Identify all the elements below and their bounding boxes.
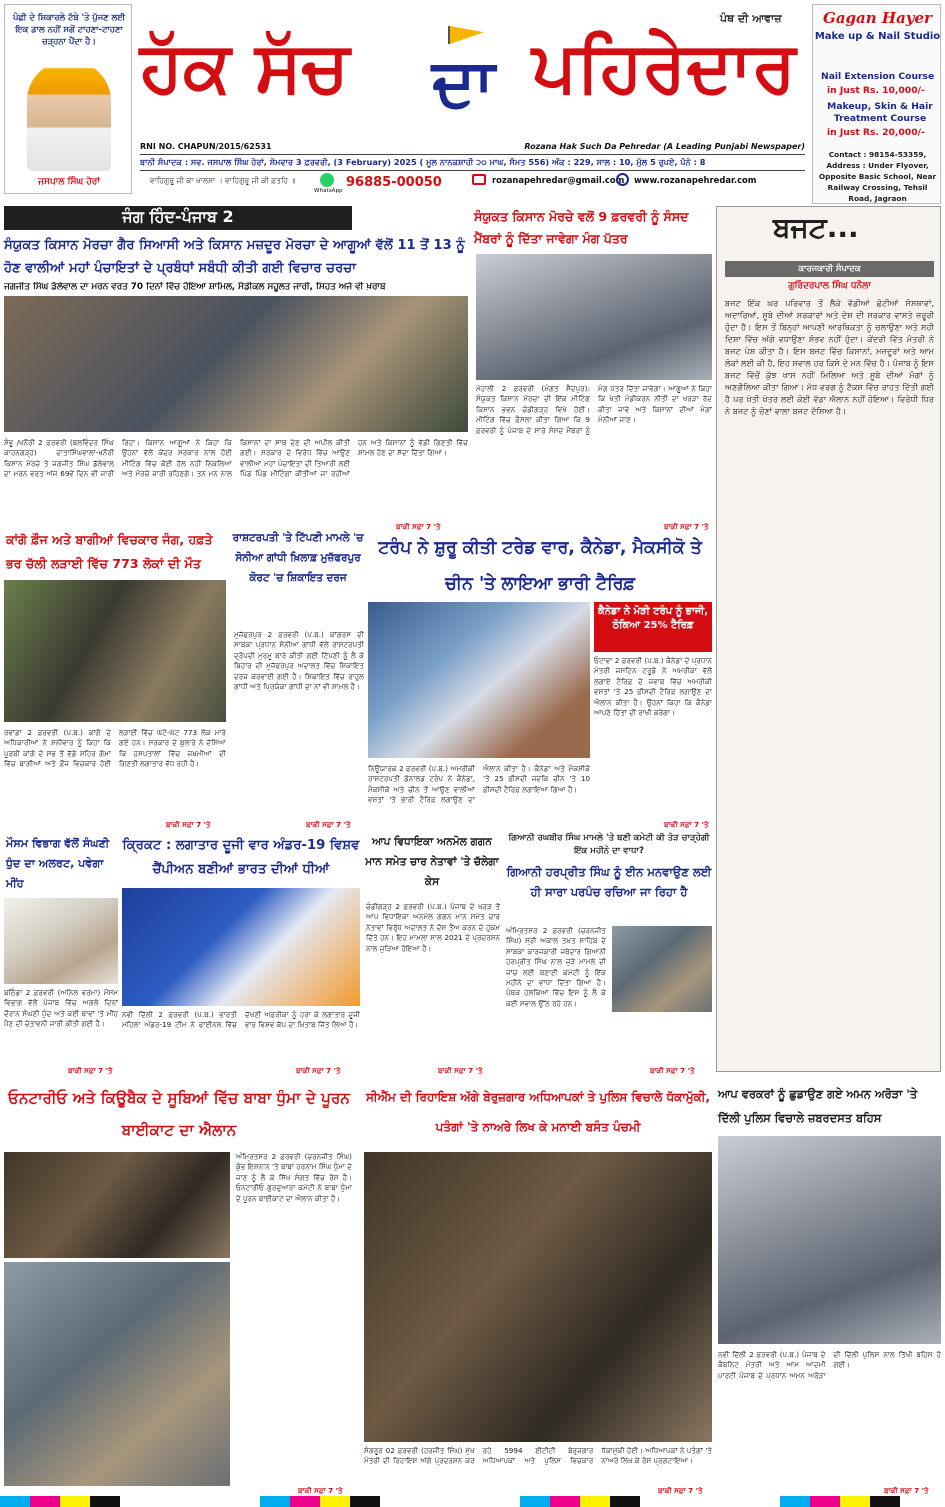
greeting-line: ਵਾਹਿਗੁਰੂ ਜੀ ਕਾ ਖਾਲਸਾ । ਵਾਹਿਗੁਰੂ ਜੀ ਕੀ ਫ਼ਤਹਿ ॥ — [150, 176, 296, 185]
phone-number[interactable]: 96885-00050 — [346, 175, 442, 190]
issue-line: ਬਾਨੀ ਸੰਪਾਦਕ : ਸਵ. ਜਸਪਾਲ ਸਿੰਘ ਹੇਰਾਂ, ਸੋਮਵਾਰ 3 ਫ਼ਰਵਰੀ, (3 February) 2025 ( ਮੂਲ ਨਾਨਕਸ਼ਾਹੀ ੨੦ ਮਾਘ, ਸੰਮਤ 556) ਅੰਕ : 229, ਸਾਲ : 10, ਮੁੱਲ 5 ਰੁਪਏ, ਪੰਨੇ : 8 — [140, 157, 706, 167]
story12-body: ਨਵੀਂ ਦਿੱਲੀ 2 ਫ਼ਰਵਰੀ (ਪ.ਬ.) ਪੰਜਾਬ ਦੇ ਕੈਬਨਿਟ ਮੰਤਰੀ ਅਤੇ ਆਮ ਆਦਮੀ ਪਾਰਟੀ ਪੰਜਾਬ ਦੇ ਪ੍ਰਧਾਨ ਅਮਨ ਅਰੋੜਾ ਦੀ ਦਿੱਲੀ ਪੁਲਿਸ ਨਾਲ ਤਿੱਖੀ ਬਹਿਸ ਹੋ ਗਈ। — [718, 1350, 941, 1380]
tagline: ਪੰਥ ਦੀ ਆਵਾਜ਼ — [720, 12, 782, 25]
story1-photo — [4, 296, 468, 432]
whatsapp-label: WhatsApp — [314, 188, 343, 194]
editorial-column — [716, 206, 941, 1072]
story9-headline: ਗਿਆਨੀ ਹਰਪ੍ਰੀਤ ਸਿੰਘ ਨੂੰ ਈਨ ਮਨਵਾਉਣ ਲਈ ਹੀ ਸਾਰਾ ਪਰਪੰਚ ਰਚਿਆ ਜਾ ਰਿਹਾ ਹੈ — [506, 865, 712, 899]
story12-photo — [718, 1136, 941, 1344]
advert-course2: Makeup, Skin & Hair Treatment Course — [827, 101, 933, 124]
rni-number: RNI NO. CHAPUN/2015/62531 — [140, 142, 272, 151]
story6-body: ਬਠਿੰਡਾ 2 ਫ਼ਰਵਰੀ (ਅਨਿਲ ਵਰਮਾ) ਮੌਸਮ ਵਿਭਾਗ ਵੱਲੋਂ ਪੰਜਾਬ ਵਿੱਚ ਅਗਲੇ ਦਿਨਾਂ ਦੌਰਾਨ ਸੰਘਣੀ ਧੁੰਦ ਅਤੇ ਕਈ ਥਾਵਾਂ 'ਤੇ ਮੀਂਹ ਪੈਣ ਦੀ ਚੇਤਾਵਨੀ ਜਾਰੀ ਕੀਤੀ ਗਈ ਹੈ। — [4, 988, 118, 1029]
story6-photo — [4, 898, 118, 984]
story5-headline: ਟਰੰਪ ਨੇ ਸ਼ੁਰੂ ਕੀਤੀ ਟਰੇਡ ਵਾਰ, ਕੈਨੇਡਾ, ਮੈਕਸੀਕੋ ਤੇ ਚੀਨ 'ਤੇ ਲਾਇਆ ਭਾਰੀ ਟੈਰਿਫ਼ — [378, 538, 702, 594]
story4-headline: ਰਾਸ਼ਟਰਪਤੀ 'ਤੇ ਟਿੱਪਣੀ ਮਾਮਲੇ 'ਚ ਸੋਨੀਆ ਗਾਂਧੀ ਖ਼ਿਲਾਫ਼ ਮੁਜ਼ੱਫਰਪੁਰ ਕੋਰਟ 'ਚ ਸ਼ਿਕਾਇਤ ਦਰਜ — [232, 532, 364, 584]
story7-photo — [122, 888, 360, 1006]
story8-headline: ਆਪ ਵਿਧਾਇਕਾ ਅਨਮੋਲ ਗਗਨ ਮਾਨ ਸਮੇਤ ਚਾਰ ਨੇਤਾਵਾਂ 'ਤੇ ਚੱਲੇਗਾ ਕੇਸ — [365, 836, 499, 888]
story8-body: ਚੰਡੀਗੜ੍ਹ 2 ਫ਼ਰਵਰੀ (ਪ.ਬ.) ਪੰਜਾਬ ਦੇ ਖਰੜ ਤੋਂ ਆਪ ਵਿਧਾਇਕਾ ਅਨਮੋਲ ਗਗਨ ਮਾਨ ਸਮੇਤ ਚਾਰ ਨੇਤਾਵਾਂ ਵਿਰੁੱਧ ਅਦਾਲਤ ਨੇ ਦੋਸ਼ ਤੈਅ ਕਰਨ ਦੇ ਹੁਕਮ ਦਿੱਤੇ ਹਨ। ਇਹ ਮਾਮਲਾ ਸਾਲ 2021 ਦੇ ਪ੍ਰਦਰਸ਼ਨ ਨਾਲ ਜੁੜਿਆ ਹੋਇਆ ਹੈ। — [366, 902, 500, 953]
story1-headline: ਸੰਯੁਕਤ ਕਿਸਾਨ ਮੋਰਚਾ ਗੈਰ ਸਿਆਸੀ ਅਤੇ ਕਿਸਾਨ ਮਜ਼ਦੂਰ ਮੋਰਚਾ ਦੇ ਆਗੂਆਂ ਵੱਲੋਂ 11 ਤੋਂ 13 ਨੂੰ ਹੋਣ ਵਾਲੀਆਂ ਮਹਾਂ ਪੰਚਾਇਤਾਂ ਦੇ ਪ੍ਰਬੰਧਾਂ ਸਬੰਧੀ ਕੀਤੀ ਗਈ ਵਿਚਾਰ ਚਰਚਾ — [4, 238, 465, 276]
gmail-icon — [472, 174, 486, 185]
story11-photo — [364, 1152, 712, 1442]
story3-more[interactable]: ਬਾਕੀ ਸਫ਼ਾ 7 'ਤੇ — [166, 820, 211, 829]
story10-photo-top — [4, 1152, 230, 1258]
masthead-quote-box — [4, 4, 132, 194]
title-part2: ਦਾ — [432, 44, 495, 121]
story11-body: ਸੰਗਰੂਰ 02 ਫ਼ਰਵਰੀ (ਹਰਜੀਤ ਸਿੰਘ) ਮੁੱਖ ਮੰਤਰੀ ਦੀ ਰਿਹਾਇਸ਼ ਅੱਗੇ ਪ੍ਰਦਰਸ਼ਨ ਕਰ ਰਹੇ 5994 ਈਟੀਟੀ ਬੇਰੁਜ਼ਗਾਰ ਅਧਿਆਪਕਾਂ ਅਤੇ ਪੁਲਿਸ ਵਿਚਕਾਰ ਧੱਕਾਮੁੱਕੀ ਹੋਈ। ਅਧਿਆਪਕਾਂ ਨੇ ਪਤੰਗਾਂ 'ਤੇ ਨਾਅਰੇ ਲਿਖ ਕੇ ਰੋਸ ਪ੍ਰਗਟਾਇਆ। — [364, 1446, 712, 1466]
story2-body: ਮੋਹਾਲੀ 2 ਫ਼ਰਵਰੀ (ਮੰਗਤ ਸੈਦਪੁਰ): ਸੰਯੁਕਤ ਕਿਸਾਨ ਮੋਰਚਾ ਦੀ ਇੱਕ ਮੀਟਿੰਗ ਕਿਸਾਨ ਭਵਨ ਚੰਡੀਗੜ੍ਹ ਵਿਖੇ ਹੋਈ। ਮੀਟਿੰਗ ਵਿੱਚ ਫ਼ੈਸਲਾ ਕੀਤਾ ਗਿਆ ਕਿ 9 ਫ਼ਰਵਰੀ ਨੂੰ ਪੰਜਾਬ ਦੇ ਸਾਰੇ ਸੰਸਦ ਮੈਂਬਰਾਂ ਨੂੰ ਮੰਗ ਪੱਤਰ ਦਿੱਤਾ ਜਾਵੇਗਾ। ਆਗੂਆਂ ਨੇ ਕਿਹਾ ਕਿ ਖੇਤੀ ਮੰਡੀਕਰਨ ਨੀਤੀ ਦਾ ਖਰੜਾ ਰੱਦ ਕੀਤਾ ਜਾਵੇ ਅਤੇ ਕਿਸਾਨਾਂ ਦੀਆਂ ਮੰਗਾਂ ਮੰਨੀਆਂ ਜਾਣ। — [476, 384, 712, 435]
editorial-body: ਬਜਟ ਇੱਕ ਘਰ ਪਰਿਵਾਰ ਤੋਂ ਲੈਕੇ ਵੱਡੀਆਂ ਛੋਟੀਆਂ ਸੰਸਥਾਵਾਂ, ਅਦਾਰਿਆਂ, ਸੂਬੇ ਦੀਆਂ ਸਰਕਾਰਾਂ ਅਤੇ ਦੇਸ਼ ਦੀ ਸਰਕਾਰ ਵਾਸਤੇ ਜ਼ਰੂਰੀ ਹੁੰਦਾ ਹੈ। ਇਸ ਤੋਂ ਬਿਨ੍ਹਾਂ ਆਪਣੀ ਆਰਥਿਕਤਾ ਨੂੰ ਚਲਾਉਣਾ ਅਤੇ ਸਹੀ ਦਿਸ਼ਾ ਵਿੱਚ ਅੱਗੇ ਵਧਾਉਣਾ ਸੰਭਵ ਨਹੀਂ ਹੁੰਦਾ। ਕੇਂਦਰੀ ਵਿੱਤ ਮੰਤਰੀ ਨੇ ਬਜਟ ਪੇਸ਼ ਕੀਤਾ ਹੈ। ਇਸ ਬਜਟ ਵਿੱਚ ਕਿਸਾਨਾਂ, ਮਜ਼ਦੂਰਾਂ ਅਤੇ ਆਮ ਲੋਕਾਂ ਲਈ ਕੀ ਹੈ, ਇਹ ਸਵਾਲ ਹਰ ਕਿਸੇ ਦੇ ਮਨ ਵਿੱਚ ਹੈ। ਪੰਜਾਬ ਨੂੰ ਇਸ ਬਜਟ ਵਿੱਚੋਂ ਕੁੱਝ ਖਾਸ ਨਹੀਂ ਮਿਲਿਆ ਅਤੇ ਸੂਬੇ ਦੀਆਂ ਮੰਗਾਂ ਨੂੰ ਅਣਗੌਲਿਆ ਕੀਤਾ ਗਿਆ। ਮੱਧ ਵਰਗ ਨੂੰ ਟੈਕਸ ਵਿੱਚ ਰਾਹਤ ਦਿੱਤੀ ਗਈ ਹੈ ਪਰ ਖੇਤੀ ਖੇਤਰ ਲਈ ਕੋਈ ਵੱਡਾ ਐਲਾਨ ਨਹੀਂ ਹੋਇਆ। ਵਿਰੋਧੀ ਧਿਰ ਨੇ ਬਜਟ ਨੂੰ ਚੋਣਾਂ ਵਾਲਾ ਬਜਟ ਦੱਸਿਆ ਹੈ। — [725, 298, 934, 416]
story1-body: ਸ਼ੰਭੂ /ਖਨੌਰੀ 2 ਫ਼ਰਵਰੀ (ਬਲਵਿੰਦਰ ਸਿੰਘ ਕਾਹਨਗੜ੍ਹ) ਦਾਤਾਸਿੰਘਵਾਲਾ-ਖਨੌਰੀ ਕਿਸਾਨ ਮੋਰਚੇ ਤੇ ਜਗਜੀਤ ਸਿੰਘ ਡੱਲੇਵਾਲ ਦਾ ਮਰਨ ਵਰਤ ਅੱਜ 69ਵੇਂ ਦਿਨ ਵੀ ਜਾਰੀ ਰਿਹਾ। ਕਿਸਾਨ ਆਗੂਆਂ ਨੇ ਕਿਹਾ ਕਿ ਉਹਨਾਂ ਵੱਲੋਂ ਕੇਂਦਰ ਸਰਕਾਰ ਨਾਲ ਹੋਈ ਮੀਟਿੰਗ ਵਿੱਚ ਕੋਈ ਹੱਲ ਨਹੀਂ ਨਿਕਲਿਆ ਅਤੇ ਮੋਰਚੇ ਜਾਰੀ ਰਹਿਣਗੇ। ਤਨ ਮਨ ਨਾਲ ਕਿਸਾਨਾਂ ਦਾ ਸਾਥ ਦੇਣ ਦੀ ਅਪੀਲ ਕੀਤੀ ਗਈ। ਸਰਕਾਰ ਦੇ ਵਿਰੋਧ ਵਿੱਚ ਆਉਣ ਵਾਲੀਆਂ ਮਹਾਂ ਪੰਚਾਇਤਾਂ ਦੀ ਤਿਆਰੀ ਲਈ ਪਿੰਡ ਪਿੰਡ ਮੀਟਿੰਗਾਂ ਕੀਤੀਆਂ ਜਾ ਰਹੀਆਂ ਹਨ ਅਤੇ ਕਿਸਾਨਾਂ ਨੂੰ ਵੱਡੀ ਗਿਣਤੀ ਵਿੱਚ ਸ਼ਾਮਲ ਹੋਣ ਦਾ ਸੱਦਾ ਦਿੱਤਾ ਗਿਆ। — [4, 438, 468, 479]
story10-body: ਅੰਮ੍ਰਿਤਸਰ 2 ਫ਼ਰਵਰੀ (ਚਰਨਜੀਤ ਸਿੰਘ) ਕੁੰਭ ਇਸ਼ਨਾਨ 'ਤੇ ਬਾਬਾ ਹਰਨਾਮ ਸਿੰਘ ਧੁੰਮਾ ਦੇ ਜਾਣ ਨੂੰ ਲੈ ਕੇ ਸਿੱਖ ਸੰਗਤ ਵਿੱਚ ਰੋਸ ਹੈ। ਓਨਟਾਰੀਓ ਗੁਰਦੁਆਰਾ ਕਮੇਟੀ ਨੇ ਬਾਬਾ ਧੁੰਮਾ ਦੇ ਪੂਰਨ ਬਾਈਕਾਟ ਦਾ ਐਲਾਨ ਕੀਤਾ ਹੈ। — [236, 1152, 352, 1203]
story12-headline: ਆਪ ਵਰਕਰਾਂ ਨੂੰ ਛੁਡਾਉਣ ਗਏ ਅਮਨ ਅਰੋੜਾ 'ਤੇ ਦਿੱਲੀ ਪੁਲਿਸ ਵਿਚਾਲੇ ਜ਼ਬਰਦਸਤ ਬਹਿਸ — [718, 1087, 918, 1125]
advert-subtitle: Make up & Nail Studio — [814, 31, 941, 42]
story9-body: ਅੰਮ੍ਰਿਤਸਰ 2 ਫ਼ਰਵਰੀ (ਚਰਨਜੀਤ ਸਿੰਘ) ਸ੍ਰੀ ਅਕਾਲ ਤਖ਼ਤ ਸਾਹਿਬ ਦੇ ਸਾਬਕਾ ਕਾਰਜਕਾਰੀ ਜਥੇਦਾਰ ਗਿਆਨੀ ਹਰਪ੍ਰੀਤ ਸਿੰਘ ਨਾਲ ਜੁੜੇ ਮਾਮਲੇ ਦੀ ਜਾਂਚ ਲਈ ਬਣਾਈ ਕਮੇਟੀ ਨੂੰ ਇੱਕ ਮਹੀਨੇ ਦਾ ਵਾਧਾ ਦਿੱਤਾ ਗਿਆ ਹੈ। ਪੰਥਕ ਹਲਕਿਆਂ ਵਿੱਚ ਇਸ ਨੂੰ ਲੈ ਕੇ ਕਈ ਸਵਾਲ ਉੱਠ ਰਹੇ ਹਨ। — [506, 926, 606, 1008]
masthead-title — [140, 10, 800, 140]
story5-photo — [368, 602, 590, 758]
print-registration-marks — [0, 1496, 945, 1507]
story8-more[interactable]: ਬਾਕੀ ਸਫ਼ਾ 7 'ਤੇ — [438, 1066, 483, 1075]
editorial-role: ਕਾਰਜਕਾਰੀ ਸੰਪਾਦਕ — [798, 263, 861, 273]
story1-more[interactable]: ਬਾਕੀ ਸਫ਼ਾ 7 'ਤੇ — [396, 522, 441, 531]
story2-headline: ਸੰਯੁਕਤ ਕਿਸਾਨ ਮੋਰਚੇ ਵਲੋਂ 9 ਫ਼ਰਵਰੀ ਨੂੰ ਸੰਸਦ ਮੈਂਬਰਾਂ ਨੂੰ ਦਿੱਤਾ ਜਾਵੇਗਾ ਮੰਗ ਪੱਤਰ — [474, 209, 689, 246]
globe-icon — [616, 173, 629, 186]
masthead-quote: ਪੰਛੀ ਦੇ ਸ਼ਿਕਾਰਲੇ ਟੱਬੇ 'ਤੇ ਪੁੱਜਣ ਲਈ ਇਕ ਡਾਲ ਨਹੀਂ ਸਗੋਂ ਟਾਹਣਾ-ਟਾਹਣਾ ਚੜ੍ਹਨਾ ਪੈਂਦਾ ਹੈ। — [13, 12, 125, 46]
story5-body: ਨਿਊਯਾਰਕ 2 ਫ਼ਰਵਰੀ (ਪ.ਬ.) ਅਮਰੀਕੀ ਰਾਸ਼ਟਰਪਤੀ ਡੋਨਾਲਡ ਟਰੰਪ ਨੇ ਕੈਨੇਡਾ, ਮੈਕਸੀਕੋ ਅਤੇ ਚੀਨ ਤੋਂ ਆਉਣ ਵਾਲੀਆਂ ਵਸਤਾਂ 'ਤੇ ਭਾਰੀ ਟੈਰਿਫ਼ ਲਗਾਉਣ ਦਾ ਐਲਾਨ ਕੀਤਾ ਹੈ। ਕੈਨੇਡਾ ਅਤੇ ਮੈਕਸੀਕੋ 'ਤੇ 25 ਫ਼ੀਸਦੀ ਜਦਕਿ ਚੀਨ 'ਤੇ 10 ਫ਼ੀਸਦੀ ਟੈਰਿਫ਼ ਲਗਾਇਆ ਗਿਆ ਹੈ। — [368, 764, 590, 805]
story1-kicker-bar — [4, 206, 352, 230]
story7-body: ਨਵੀਂ ਦਿੱਲੀ 2 ਫ਼ਰਵਰੀ (ਪ.ਬ.) ਭਾਰਤੀ ਮਹਿਲਾ ਅੰਡਰ-19 ਟੀਮ ਨੇ ਫਾਈਨਲ ਵਿੱਚ ਦੱਖਣੀ ਅਫ਼ਰੀਕਾ ਨੂੰ ਹਰਾ ਕੇ ਲਗਾਤਾਰ ਦੂਜੀ ਵਾਰ ਵਿਸ਼ਵ ਕੱਪ ਦਾ ਖ਼ਿਤਾਬ ਜਿੱਤ ਲਿਆ ਹੈ। — [122, 1010, 360, 1030]
story10-more[interactable]: ਬਾਕੀ ਸਫ਼ਾ 7 'ਤੇ — [298, 1486, 343, 1495]
story7-headline: ਕ੍ਰਿਕਟ : ਲਗਾਤਾਰ ਦੂਜੀ ਵਾਰ ਅੰਡਰ-19 ਵਿਸ਼ਵ ਚੈਂਪੀਅਨ ਬਣੀਆਂ ਭਾਰਤ ਦੀਆਂ ਧੀਆਂ — [122, 838, 360, 877]
story2-more[interactable]: ਬਾਕੀ ਸਫ਼ਾ 7 'ਤੇ — [664, 522, 709, 531]
editorial-author: ਗੁਰਿੰਦਰਪਾਲ ਸਿੰਘ ਧਨੌਲਾ — [788, 281, 871, 291]
story5-sidebar-title: ਕੈਨੇਡਾ ਨੇ ਮੋੜੀ ਟਰੰਪ ਨੂੰ ਭਾਜੀ, ਠੋਕਿਆ 25% ਟੈਰਿਫ਼ — [597, 606, 709, 631]
story3-body: ਰਵਾਂਡਾ 2 ਫ਼ਰਵਰੀ (ਪ.ਬ.) ਕਾਂਗੋ ਦੇ ਅਧਿਕਾਰੀਆਂ ਨੇ ਸ਼ਨੀਵਾਰ ਨੂੰ ਕਿਹਾ ਕਿ ਪੂਰਬੀ ਕਾਂਗੋ ਦੇ ਸਭ ਤੋਂ ਵੱਡੇ ਸ਼ਹਿਰ ਗੋਮਾ ਵਿੱਚ ਬਾਗੀਆਂ ਅਤੇ ਫ਼ੌਜ ਵਿਚਕਾਰ ਹੋਈ ਲੜਾਈ ਵਿੱਚ ਘੱਟੋ-ਘੱਟ 773 ਲੋਕ ਮਾਰੇ ਗਏ ਹਨ। ਸਰਕਾਰ ਦੇ ਬੁਲਾਰੇ ਨੇ ਦੱਸਿਆ ਕਿ ਹਸਪਤਾਲਾਂ ਵਿੱਚ ਜ਼ਖ਼ਮੀਆਂ ਦੀ ਗਿਣਤੀ ਲਗਾਤਾਰ ਵੱਧ ਰਹੀ ਹੈ। — [4, 728, 226, 769]
english-name: Rozana Hak Such Da Pehredar (A Leading Punjabi Newspaper) — [524, 142, 805, 151]
advert-contact: Contact : 98154-53359, Address : Under Flyover, Opposite Basic School, Near Railway Crossing, Tehsil Road, Jagraon — [818, 150, 937, 203]
story2-photo — [476, 254, 712, 380]
founder-name: ਜਸਪਾਲ ਸਿੰਘ ਹੇਰਾਂ — [38, 177, 100, 187]
advert-box — [812, 4, 941, 204]
website-url[interactable]: www.rozanapehredar.com — [634, 175, 757, 185]
story5-more[interactable]: ਬਾਕੀ ਸਫ਼ਾ 7 'ਤੇ — [664, 820, 709, 829]
story7-more[interactable]: ਬਾਕੀ ਸਫ਼ਾ 7 'ਤੇ — [296, 1066, 341, 1075]
advert-course1-price: in Just Rs. 10,000/- — [827, 85, 925, 96]
advert-course2-price: in Just Rs. 20,000/- — [827, 127, 925, 138]
story4-body: ਮੁਜ਼ੱਫਰਪੁਰ 2 ਫ਼ਰਵਰੀ (ਪ.ਬ.) ਕਾਂਗਰਸ ਦੀ ਸਾਬਕਾ ਪ੍ਰਧਾਨ ਸੋਨੀਆ ਗਾਂਧੀ ਵੱਲੋਂ ਰਾਸ਼ਟਰਪਤੀ ਦ੍ਰੋਪਦੀ ਮੁਰਮੂ ਬਾਰੇ ਕੀਤੀ ਗਈ ਟਿੱਪਣੀ ਨੂੰ ਲੈ ਕੇ ਬਿਹਾਰ ਦੀ ਮੁਜ਼ੱਫਰਪੁਰ ਅਦਾਲਤ ਵਿੱਚ ਸ਼ਿਕਾਇਤ ਦਰਜ ਕਰਵਾਈ ਗਈ ਹੈ। ਸ਼ਿਕਾਇਤ ਵਿੱਚ ਰਾਹੁਲ ਗਾਂਧੀ ਅਤੇ ਪ੍ਰਿਯੰਕਾ ਗਾਂਧੀ ਦਾ ਨਾਂ ਵੀ ਸ਼ਾਮਲ ਹੈ। — [234, 630, 364, 692]
issue-info — [140, 140, 805, 200]
story12-more[interactable]: ਬਾਕੀ ਸਫ਼ਾ 7 'ਤੇ — [884, 1486, 929, 1495]
story9-photo — [612, 926, 712, 1012]
story1-kicker: ਜੰਗ ਹਿੰਦ-ਪੰਜਾਬ 2 — [122, 207, 234, 226]
story3-headline: ਕਾਂਗੋ ਫ਼ੌਜ ਅਤੇ ਬਾਗੀਆਂ ਵਿਚਕਾਰ ਜੰਗ, ਹਫ਼ਤੇ ਭਰ ਚੱਲੀ ਲੜਾਈ ਵਿੱਚ 773 ਲੋਕਾਂ ਦੀ ਮੌਤ — [6, 532, 213, 571]
story6-headline: ਮੌਸਮ ਵਿਭਾਗ ਵੱਲੋਂ ਸੰਘਣੀ ਧੁੰਦ ਦਾ ਅਲਰਟ, ਪਵੇਗਾ ਮੀਂਹ — [6, 837, 110, 890]
email-address[interactable]: rozanapehredar@gmail.com — [492, 175, 625, 185]
title-part3: ਪਹਿਰੇਦਾਰ — [532, 26, 796, 108]
story1-subhead: ਜਗਜੀਤ ਸਿੰਘ ਡੱਲੇਵਾਲ ਦਾ ਮਰਨ ਵਰਤ 70 ਦਿਨਾਂ ਵਿੱਚ ਹੋਇਆ ਸ਼ਾਮਿਲ, ਮੈਡੀਕਲ ਸਹੂਲਤ ਜਾਰੀ, ਸਿਹਤ ਅਜੇ ਵੀ ਖ਼ਰਾਬ — [4, 282, 386, 292]
editorial-title: ਬਜਟ... — [773, 211, 859, 244]
advert-course1: Nail Extension Course — [821, 71, 935, 82]
story10-headline: ਓਨਟਾਰੀਓ ਅਤੇ ਕਿਊਬੈਕ ਦੇ ਸੂਬਿਆਂ ਵਿੱਚ ਬਾਬਾ ਧੁੰਮਾ ਦੇ ਪੂਰਨ ਬਾਈਕਾਟ ਦਾ ਐਲਾਨ — [8, 1089, 350, 1139]
advert-brand: Gagan Hayer — [823, 9, 932, 27]
title-part1: ਹੱਕ ਸੱਚ — [140, 26, 349, 108]
story10-photo-bottom — [4, 1262, 230, 1486]
story9-kicker: ਗਿਆਨੀ ਰਘਬੀਰ ਸਿੰਘ ਮਾਮਲੇ 'ਤੇ ਬਣੀ ਕਮੇਟੀ ਕੀ ਤੋੜ ਚਾੜ੍ਹੇਗੀ ਇੱਕ ਮਹੀਨੇ ਦਾ ਵਾਧਾ? — [508, 833, 710, 856]
story9-more[interactable]: ਬਾਕੀ ਸਫ਼ਾ 7 'ਤੇ — [650, 1066, 695, 1075]
story6-more[interactable]: ਬਾਕੀ ਸਫ਼ਾ 7 'ਤੇ — [68, 1066, 113, 1075]
story5-sidebar-body: ਓਟਾਵਾ 2 ਫ਼ਰਵਰੀ (ਪ.ਬ.) ਕੈਨੇਡਾ ਦੇ ਪ੍ਰਧਾਨ ਮੰਤਰੀ ਜਸਟਿਨ ਟਰੂਡੋ ਨੇ ਅਮਰੀਕਾ ਵੱਲੋਂ ਲਗਾਏ ਟੈਰਿਫ਼ ਦੇ ਜਵਾਬ ਵਿੱਚ ਅਮਰੀਕੀ ਵਸਤਾਂ 'ਤੇ 25 ਫ਼ੀਸਦੀ ਟੈਰਿਫ਼ ਲਗਾਉਣ ਦਾ ਐਲਾਨ ਕੀਤਾ ਹੈ। ਉਹਨਾਂ ਕਿਹਾ ਕਿ ਕੈਨੇਡਾ ਆਪਣੇ ਹਿੱਤਾਂ ਦੀ ਰਾਖੀ ਕਰੇਗਾ। — [594, 656, 712, 718]
story11-more[interactable]: ਬਾਕੀ ਸਫ਼ਾ 7 'ਤੇ — [658, 1486, 703, 1495]
editorial-role-bar — [725, 261, 934, 277]
story5-sidebar-title-box — [594, 602, 712, 652]
story4-more[interactable]: ਬਾਕੀ ਸਫ਼ਾ 7 'ਤੇ — [306, 820, 351, 829]
founder-portrait — [27, 61, 111, 171]
whatsapp-icon — [320, 173, 334, 187]
story11-headline: ਸੀਐੱਮ ਦੀ ਰਿਹਾਇਸ਼ ਅੱਗੇ ਬੇਰੁਜ਼ਗਾਰ ਅਧਿਆਪਕਾਂ ਤੇ ਪੁਲਿਸ ਵਿਚਾਲੇ ਧੱਕਾਮੁੱਕੀ, ਪਤੰਗਾਂ 'ਤੇ ਨਾਅਰੇ ਲਿਖ ਕੇ ਮਨਾਈ ਬਸੰਤ ਪੰਚਮੀ — [365, 1090, 711, 1134]
story3-photo — [4, 580, 226, 722]
